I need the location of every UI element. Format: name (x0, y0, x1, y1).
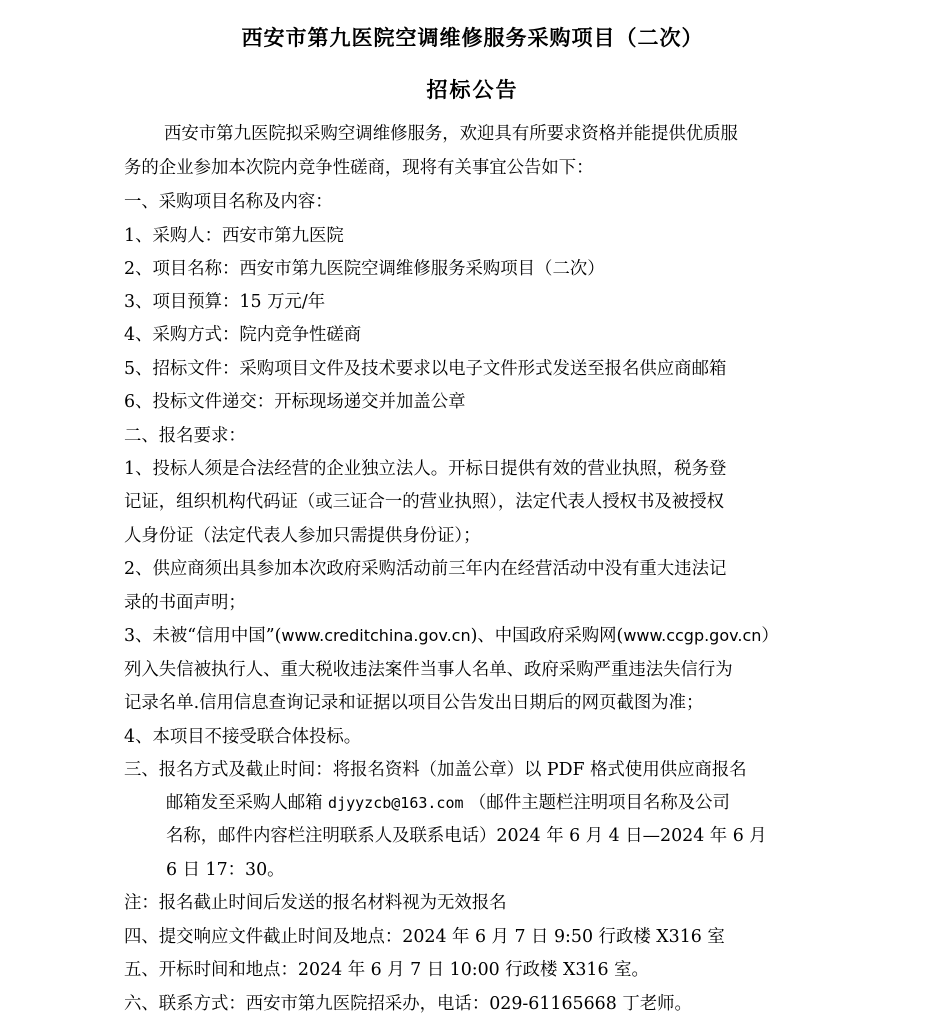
section2-heading: 二、报名要求： (124, 426, 246, 446)
section3-line-2-prefix: 邮箱发至采购人邮箱 (166, 793, 329, 813)
intro-line-2: 务的企业参加本次院内竞争性磋商，现将有关事宜公告如下： (124, 158, 594, 178)
section1-heading: 一、采购项目名称及内容： (124, 192, 333, 212)
section3-line-3: 名称，邮件内容栏注明联系人及联系电话）2024 年 6 月 4 日—2024 年 6 月 (166, 826, 767, 846)
requirement-3-line-1 (124, 623, 779, 649)
creditchina-url: www.creditchina.gov.cn (281, 626, 471, 645)
purchaser-email: djyyzcb@163.com (328, 794, 464, 812)
section1-item-6: 6、投标文件递交：开标现场递交并加盖公章 (124, 392, 466, 412)
requirement-3-line-2: 列入失信被执行人、重大税收违法案件当事人名单、政府采购严重违法失信行为 (124, 660, 733, 680)
requirement-1-line-2: 记证，组织机构代码证（或三证合一的营业执照），法定代表人授权书及被授权 (124, 492, 724, 512)
requirement-3-text-b: )、中国政府采购网( (470, 626, 624, 646)
requirement-1-line-3: 人身份证（法定代表人参加只需提供身份证）； (124, 526, 481, 546)
section6-contact: 六、联系方式：西安市第九医院招采办，电话：029-61165668 丁老师。 (124, 994, 692, 1014)
requirement-3-text-a: 3、未被“信用中国”( (124, 626, 282, 646)
section3-line-2 (166, 790, 730, 816)
section5: 五、开标时间和地点：2024 年 6 月 7 日 10:00 行政楼 X316 室。 (124, 960, 649, 980)
document-subtitle: 招标公告 (426, 78, 519, 102)
requirement-3-text-c: ） (761, 626, 779, 646)
section3-line-2-suffix: （邮件主题栏注明项目名称及公司 (463, 793, 730, 813)
document-title: 西安市第九医院空调维修服务采购项目（二次） (241, 26, 704, 50)
section1-item-3: 3、项目预算：15 万元/年 (124, 292, 326, 312)
section1-item-2: 2、项目名称：西安市第九医院空调维修服务采购项目（二次） (124, 259, 605, 279)
requirement-2-line-1: 2、供应商须出具参加本次政府采购活动前三年内在经营活动中没有重大违法记 (124, 559, 727, 579)
ccgp-url: www.ccgp.gov.cn (623, 626, 762, 645)
section3-line-1: 三、报名方式及截止时间：将报名资料（加盖公章）以 PDF 格式使用供应商报名 (124, 760, 747, 780)
registration-note: 注：报名截止时间后发送的报名材料视为无效报名 (124, 893, 507, 913)
section3-line-4: 6 日 17：30。 (166, 860, 285, 880)
requirement-3-line-3: 记录名单.信用信息查询记录和证据以项目公告发出日期后的网页截图为准； (124, 693, 704, 713)
section4: 四、提交响应文件截止时间及地点：2024 年 6 月 7 日 9:50 行政楼 X316 室 (124, 927, 725, 947)
intro-line-1: 西安市第九医院拟采购空调维修服务，欢迎具有所要求资格并能提供优质服 (164, 124, 738, 144)
section1-item-5: 5、招标文件：采购项目文件及技术要求以电子文件形式发送至报名供应商邮箱 (124, 359, 727, 379)
requirement-4: 4、本项目不接受联合体投标。 (124, 727, 362, 747)
requirement-1-line-1: 1、投标人须是合法经营的企业独立法人。开标日提供有效的营业执照，税务登 (124, 459, 727, 479)
section1-item-1: 1、采购人：西安市第九医院 (124, 226, 344, 246)
requirement-2-line-2: 录的书面声明； (124, 593, 246, 613)
section1-item-4: 4、采购方式：院内竞争性磋商 (124, 325, 362, 345)
